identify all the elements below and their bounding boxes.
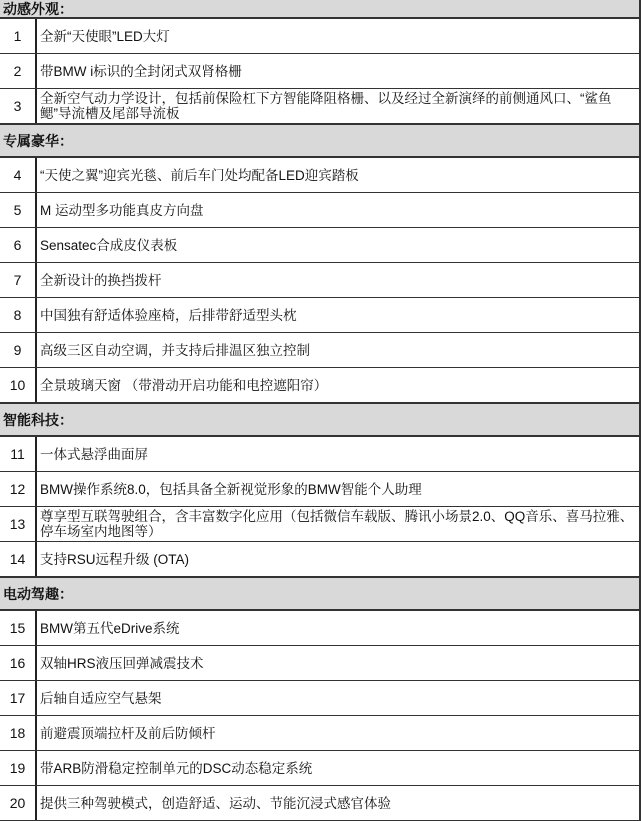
row-number: 2 [0,54,37,88]
table-row [0,368,639,403]
row-number: 18 [0,716,37,750]
row-number: 5 [0,193,37,227]
row-text: “天使之翼”迎宾光毯、前后车门处均配备LED迎宾踏板 [40,167,359,183]
table-row [0,681,639,716]
row-text: Sensatec合成皮仪表板 [40,237,178,253]
table-row [0,298,639,333]
table-row [0,611,639,646]
row-number: 15 [0,611,37,645]
row-text: 前避震顶端拉杆及前后防倾杆 [40,725,216,741]
table-row [0,19,639,54]
table-row [0,786,639,821]
section-header-luxury: 专属豪华： [0,124,639,158]
table-row [0,437,639,472]
row-number: 20 [0,786,37,820]
row-number: 3 [0,89,37,123]
table-row [0,263,639,298]
row-text: 后轴自适应空气悬架 [40,690,162,706]
row-text: 尊享型互联驾驶组合，含丰富数字化应用（包括微信车载版、腾讯小场景2.0、QQ音乐、喜马拉雅、停车场室内地图等） [40,509,634,539]
row-number: 19 [0,751,37,785]
table-row [0,228,639,263]
table-row [0,193,639,228]
row-text: 提供三种驾驶模式，创造舒适、运动、节能沉浸式感官体验 [40,795,391,811]
row-text: BMW第五代eDrive系统 [40,620,180,636]
row-text: 全新空气动力学设计，包括前保险杠下方智能降阻格栅、以及经过全新演绎的前侧通风口、“鲨鱼鳃”导流槽及尾部导流板 [40,91,612,121]
row-number: 10 [0,368,37,402]
row-number: 11 [0,437,37,471]
row-text: 双轴HRS液压回弹减震技术 [40,655,204,671]
row-text: 全新设计的换挡拨杆 [40,272,162,288]
table-row [0,54,639,89]
row-number: 9 [0,333,37,367]
table-row [0,507,639,542]
row-text: 高级三区自动空调，并支持后排温区独立控制 [40,342,310,358]
row-number: 8 [0,298,37,332]
section-header-driving: 电动驾趣： [0,577,639,611]
row-number: 12 [0,472,37,506]
row-text: 全新“天使眼”LED大灯 [40,28,170,44]
section-header-technology: 智能科技： [0,403,639,437]
row-text: 带BMW i标识的全封闭式双肾格栅 [40,63,242,79]
row-number: 16 [0,646,37,680]
table-row [0,646,639,681]
row-number: 1 [0,19,37,53]
table-row [0,158,639,193]
row-text: 一体式悬浮曲面屏 [40,446,148,462]
table-row [0,716,639,751]
table-row [0,542,639,577]
table-row [0,751,639,786]
row-text: M 运动型多功能真皮方向盘 [40,202,204,218]
row-text: 全景玻璃天窗 （带滑动开启功能和电控遮阳帘） [40,377,328,393]
row-number: 13 [0,507,37,541]
section-header-exterior: 动感外观： [0,0,639,19]
table-row [0,472,639,507]
row-text: 支持RSU远程升级 (OTA) [40,551,189,567]
row-text: 中国独有舒适体验座椅，后排带舒适型头枕 [40,307,297,323]
row-number: 14 [0,542,37,576]
row-number: 7 [0,263,37,297]
row-text: BMW操作系统8.0，包括具备全新视觉形象的BMW智能个人助理 [40,481,422,497]
row-number: 6 [0,228,37,262]
table-row [0,89,639,124]
row-text: 带ARB防滑稳定控制单元的DSC动态稳定系统 [40,760,313,776]
row-number: 4 [0,158,37,192]
table-row [0,333,639,368]
row-number: 17 [0,681,37,715]
